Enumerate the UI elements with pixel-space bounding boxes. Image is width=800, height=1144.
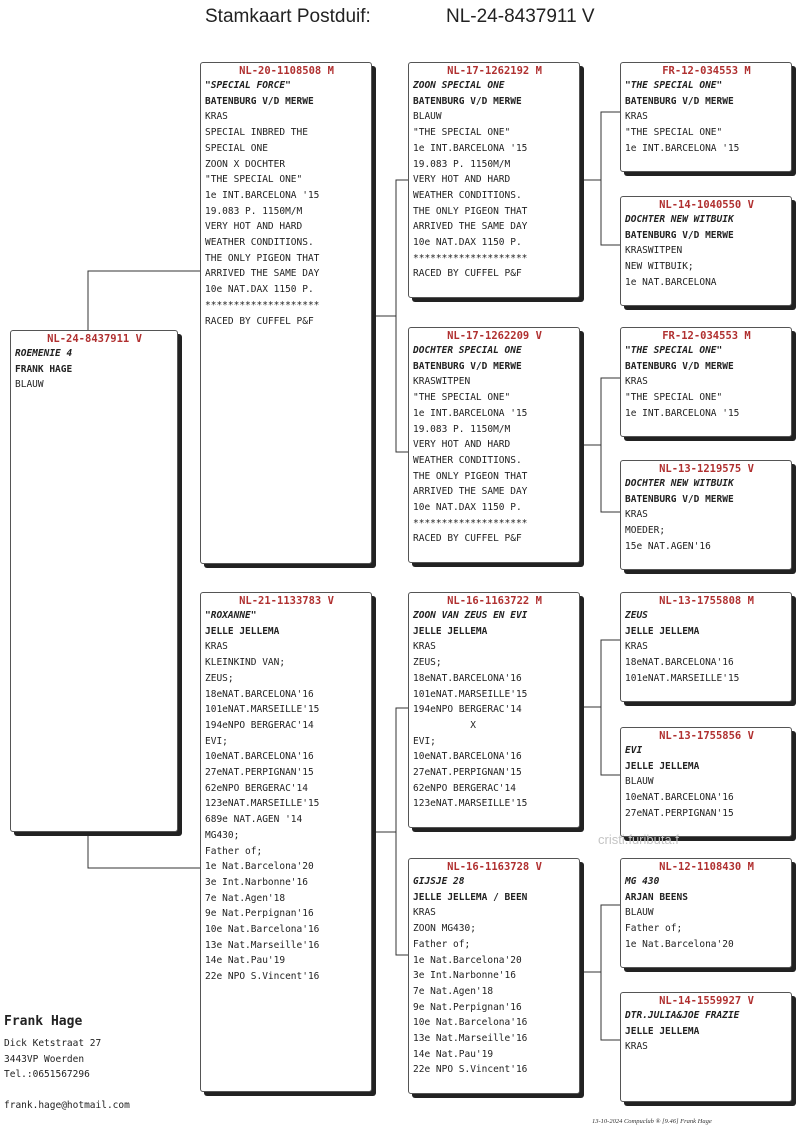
- card-line: 9e Nat.Perpignan'16: [205, 908, 314, 920]
- ring-number: NL-17-1262192 M: [447, 65, 542, 77]
- card-line: KRASWITPEN: [413, 376, 471, 388]
- ring-number: NL-14-1040550 V: [659, 199, 754, 211]
- pigeon-card-father: [200, 62, 372, 564]
- card-line: 689e NAT.AGEN '14: [205, 814, 303, 826]
- card-line: 18eNAT.BARCELONA'16: [625, 657, 734, 669]
- card-line: ZEUS;: [205, 672, 234, 684]
- card-line: KRAS: [625, 509, 648, 521]
- card-line: SPECIAL ONE: [205, 142, 268, 154]
- ring-number: NL-16-1163728 V: [447, 861, 542, 873]
- pigeon-owner: BATENBURG V/D MERWE: [413, 95, 522, 107]
- card-line: 14e Nat.Pau'19: [413, 1048, 494, 1060]
- card-line: 3e Int.Narbonne'16: [205, 876, 308, 888]
- card-line: 27eNAT.PERPIGNAN'15: [205, 767, 314, 779]
- card-line: 101eNAT.MARSEILLE'15: [413, 688, 528, 700]
- card-line: WEATHER CONDITIONS.: [413, 189, 522, 201]
- card-line: BLAUW: [625, 776, 654, 788]
- card-line: ZOON MG430;: [413, 923, 476, 935]
- pigeon-card-fff: [620, 62, 792, 172]
- card-line: ARRIVED THE SAME DAY: [205, 268, 320, 280]
- card-line: Father of;: [205, 845, 263, 857]
- pigeon-owner: BATENBURG V/D MERWE: [625, 360, 734, 372]
- card-line: 1e Nat.Barcelona'20: [625, 938, 734, 950]
- card-line: 10eNAT.BARCELONA'16: [413, 751, 522, 763]
- pigeon-owner: JELLE JELLEMA: [625, 1025, 700, 1037]
- card-line: 19.083 P. 1150M/M: [205, 205, 303, 217]
- card-line: SPECIAL INBRED THE: [205, 127, 308, 139]
- card-line: 1e INT.BARCELONA '15: [413, 142, 528, 154]
- card-line: 194eNPO BERGERAC'14: [413, 704, 522, 716]
- card-line: 10e NAT.DAX 1150 P.: [413, 237, 522, 249]
- pigeon-owner: BATENBURG V/D MERWE: [413, 360, 522, 372]
- card-line: 62eNPO BERGERAC'14: [205, 782, 308, 794]
- ring-number: NL-20-1108508 M: [239, 65, 334, 77]
- breeder-street: Dick Ketstraat 27: [4, 1038, 102, 1049]
- card-line: BLAUW: [413, 111, 442, 123]
- pigeon-owner: JELLE JELLEMA: [205, 625, 280, 637]
- ring-number: NL-24-8437911 V: [47, 333, 142, 345]
- card-line: 7e Nat.Agen'18: [205, 892, 286, 904]
- card-line: 1e Nat.Barcelona'20: [205, 861, 314, 873]
- footer-text: 13-10-2024 Compuclub ® [9.46] Frank Hage: [592, 1118, 712, 1125]
- card-line: KRAS: [625, 641, 648, 653]
- card-line: 18eNAT.BARCELONA'16: [413, 672, 522, 684]
- card-line: ZEUS;: [413, 657, 442, 669]
- card-line: Father of;: [625, 923, 683, 935]
- pigeon-name: DTR.JULIA&JOE FRAZIE: [625, 1010, 740, 1021]
- pigeon-card-subject: [10, 330, 178, 832]
- card-line: RACED BY CUFFEL P&F: [413, 268, 522, 280]
- ring-number: NL-13-1755856 V: [659, 730, 754, 742]
- card-line: KRASWITPEN: [625, 245, 683, 257]
- ring-number: NL-16-1163722 M: [447, 595, 542, 607]
- card-line: 9e Nat.Perpignan'16: [413, 1001, 522, 1013]
- watermark-text: cristi.fuributa.f: [598, 832, 679, 847]
- card-line: KRAS: [413, 641, 436, 653]
- card-line: KRAS: [625, 376, 648, 388]
- card-line: 10e NAT.DAX 1150 P.: [205, 284, 314, 296]
- card-line: 10e NAT.DAX 1150 P.: [413, 502, 522, 514]
- card-line: 7e Nat.Agen'18: [413, 985, 494, 997]
- pigeon-name: "THE SPECIAL ONE": [625, 345, 723, 356]
- card-line: WEATHER CONDITIONS.: [205, 237, 314, 249]
- pigeon-owner: BATENBURG V/D MERWE: [625, 493, 734, 505]
- card-line: VERY HOT AND HARD: [205, 221, 303, 233]
- breeder-name: Frank Hage: [4, 1014, 83, 1029]
- pigeon-owner: BATENBURG V/D MERWE: [205, 95, 314, 107]
- pigeon-card-father-father: [408, 62, 580, 298]
- card-line: THE ONLY PIGEON THAT: [205, 252, 320, 264]
- card-line: 101eNAT.MARSEILLE'15: [625, 672, 740, 684]
- card-line: 1e INT.BARCELONA '15: [205, 189, 320, 201]
- ring-number: NL-12-1108430 M: [659, 861, 754, 873]
- pigeon-name: ROEMENIE 4: [15, 348, 73, 359]
- card-line: "THE SPECIAL ONE": [205, 174, 303, 186]
- pigeon-card-mmm: [620, 992, 792, 1102]
- card-line: 194eNPO BERGERAC'14: [205, 719, 314, 731]
- card-line: 1e INT.BARCELONA '15: [625, 407, 740, 419]
- breeder-city: 3443VP Woerden: [4, 1053, 85, 1065]
- pigeon-name: DOCHTER NEW WITBUIK: [625, 214, 734, 225]
- card-line: 15e NAT.AGEN'16: [625, 540, 711, 552]
- card-line: 13e Nat.Marseille'16: [413, 1033, 528, 1045]
- card-line: EVI;: [205, 735, 228, 747]
- card-line: THE ONLY PIGEON THAT: [413, 470, 528, 482]
- card-line: 22e NPO S.Vincent'16: [413, 1064, 528, 1076]
- card-line: "THE SPECIAL ONE": [413, 392, 511, 404]
- card-line: BLAUW: [625, 907, 654, 919]
- ring-number: FR-12-034553 M: [662, 65, 751, 77]
- pigeon-name: "ROXANNE": [205, 610, 257, 621]
- card-line: RACED BY CUFFEL P&F: [413, 533, 522, 545]
- pigeon-owner: JELLE JELLEMA / BEEN: [413, 891, 528, 903]
- card-line: ********************: [205, 299, 320, 311]
- card-line: MG430;: [205, 829, 240, 841]
- card-line: 10e Nat.Barcelona'16: [413, 1017, 528, 1029]
- pigeon-card-mmf: [620, 858, 792, 968]
- card-line: ZOON X DOCHTER: [205, 158, 286, 170]
- pigeon-owner: JELLE JELLEMA: [625, 625, 700, 637]
- card-line: 27eNAT.PERPIGNAN'15: [625, 807, 734, 819]
- breeder-phone: Tel.:0651567296: [4, 1069, 90, 1080]
- card-line: KRAS: [413, 907, 436, 919]
- pigeon-owner: ARJAN BEENS: [625, 891, 688, 903]
- ring-number: NL-17-1262209 V: [447, 330, 542, 342]
- breeder-email: frank.hage@hotmail.com: [4, 1100, 130, 1111]
- card-line: 62eNPO BERGERAC'14: [413, 782, 516, 794]
- card-line: X: [413, 719, 476, 731]
- pigeon-name: EVI: [625, 745, 643, 756]
- card-line: 123eNAT.MARSEILLE'15: [413, 798, 528, 810]
- ring-number: FR-12-034553 M: [662, 330, 751, 342]
- pigeon-name: GIJSJE 28: [413, 876, 465, 887]
- pigeon-card-father-mother: [408, 327, 580, 563]
- card-line: KRAS: [625, 111, 648, 123]
- card-line: VERY HOT AND HARD: [413, 174, 511, 186]
- card-line: "THE SPECIAL ONE": [625, 127, 723, 139]
- card-line: RACED BY CUFFEL P&F: [205, 315, 314, 327]
- card-line: BLAUW: [15, 379, 44, 391]
- card-line: 27eNAT.PERPIGNAN'15: [413, 767, 522, 779]
- pigeon-owner: JELLE JELLEMA: [413, 625, 488, 637]
- pigeon-card-mff: [620, 592, 792, 702]
- card-line: ********************: [413, 252, 528, 264]
- card-line: KLEINKIND VAN;: [205, 657, 286, 669]
- card-line: KRAS: [205, 641, 228, 653]
- pigeon-card-fmf: [620, 327, 792, 437]
- card-line: 101eNAT.MARSEILLE'15: [205, 704, 320, 716]
- pigeon-card-fmm: [620, 460, 792, 570]
- card-line: ********************: [413, 517, 528, 529]
- card-line: ARRIVED THE SAME DAY: [413, 221, 528, 233]
- card-line: 1e INT.BARCELONA '15: [413, 407, 528, 419]
- card-line: 19.083 P. 1150M/M: [413, 423, 511, 435]
- card-line: EVI;: [413, 735, 436, 747]
- page-title-ring: NL-24-8437911 V: [446, 6, 595, 27]
- pigeon-name: "THE SPECIAL ONE": [625, 80, 723, 91]
- card-line: KRAS: [625, 1041, 648, 1053]
- card-line: 10eNAT.BARCELONA'16: [205, 751, 314, 763]
- card-line: NEW WITBUIK;: [625, 261, 694, 273]
- card-line: 1e Nat.Barcelona'20: [413, 954, 522, 966]
- pigeon-owner: BATENBURG V/D MERWE: [625, 229, 734, 241]
- pigeon-name: ZOON SPECIAL ONE: [413, 80, 505, 91]
- pigeon-owner: JELLE JELLEMA: [625, 760, 700, 772]
- card-line: WEATHER CONDITIONS.: [413, 454, 522, 466]
- card-line: THE ONLY PIGEON THAT: [413, 205, 528, 217]
- card-line: 14e Nat.Pau'19: [205, 955, 286, 967]
- ring-number: NL-21-1133783 V: [239, 595, 334, 607]
- card-line: "THE SPECIAL ONE": [413, 127, 511, 139]
- pigeon-card-mother-father: [408, 592, 580, 828]
- pigeon-card-mfm: [620, 727, 792, 837]
- page-title-label: Stamkaart Postduif:: [205, 6, 371, 27]
- card-line: 19.083 P. 1150M/M: [413, 158, 511, 170]
- card-line: ARRIVED THE SAME DAY: [413, 486, 528, 498]
- card-line: 10e Nat.Barcelona'16: [205, 924, 320, 936]
- card-line: KRAS: [205, 111, 228, 123]
- pigeon-name: DOCHTER SPECIAL ONE: [413, 345, 522, 356]
- card-line: 1e INT.BARCELONA '15: [625, 142, 740, 154]
- pigeon-name: DOCHTER NEW WITBUIK: [625, 478, 734, 489]
- card-line: MOEDER;: [625, 525, 666, 537]
- ring-number: NL-13-1755808 M: [659, 595, 754, 607]
- card-line: 22e NPO S.Vincent'16: [205, 971, 320, 983]
- card-line: "THE SPECIAL ONE": [625, 392, 723, 404]
- pigeon-name: ZOON VAN ZEUS EN EVI: [413, 610, 528, 621]
- pigeon-name: "SPECIAL FORCE": [205, 80, 291, 91]
- breeder-info: [4, 1012, 101, 1083]
- card-line: 18eNAT.BARCELONA'16: [205, 688, 314, 700]
- ring-number: NL-14-1559927 V: [659, 995, 754, 1007]
- card-line: 3e Int.Narbonne'16: [413, 970, 516, 982]
- pigeon-owner: BATENBURG V/D MERWE: [625, 95, 734, 107]
- card-line: 10eNAT.BARCELONA'16: [625, 792, 734, 804]
- pigeon-card-mother: [200, 592, 372, 1092]
- ring-number: NL-13-1219575 V: [659, 463, 754, 475]
- pigeon-card-mother-mother: [408, 858, 580, 1094]
- pigeon-owner: FRANK HAGE: [15, 363, 73, 375]
- pigeon-name: MG 430: [625, 876, 660, 887]
- card-line: 13e Nat.Marseille'16: [205, 939, 320, 951]
- card-line: 1e NAT.BARCELONA: [625, 276, 717, 288]
- pigeon-name: ZEUS: [625, 610, 648, 621]
- pigeon-card-ffm: [620, 196, 792, 306]
- card-line: Father of;: [413, 938, 471, 950]
- card-line: 123eNAT.MARSEILLE'15: [205, 798, 320, 810]
- card-line: VERY HOT AND HARD: [413, 439, 511, 451]
